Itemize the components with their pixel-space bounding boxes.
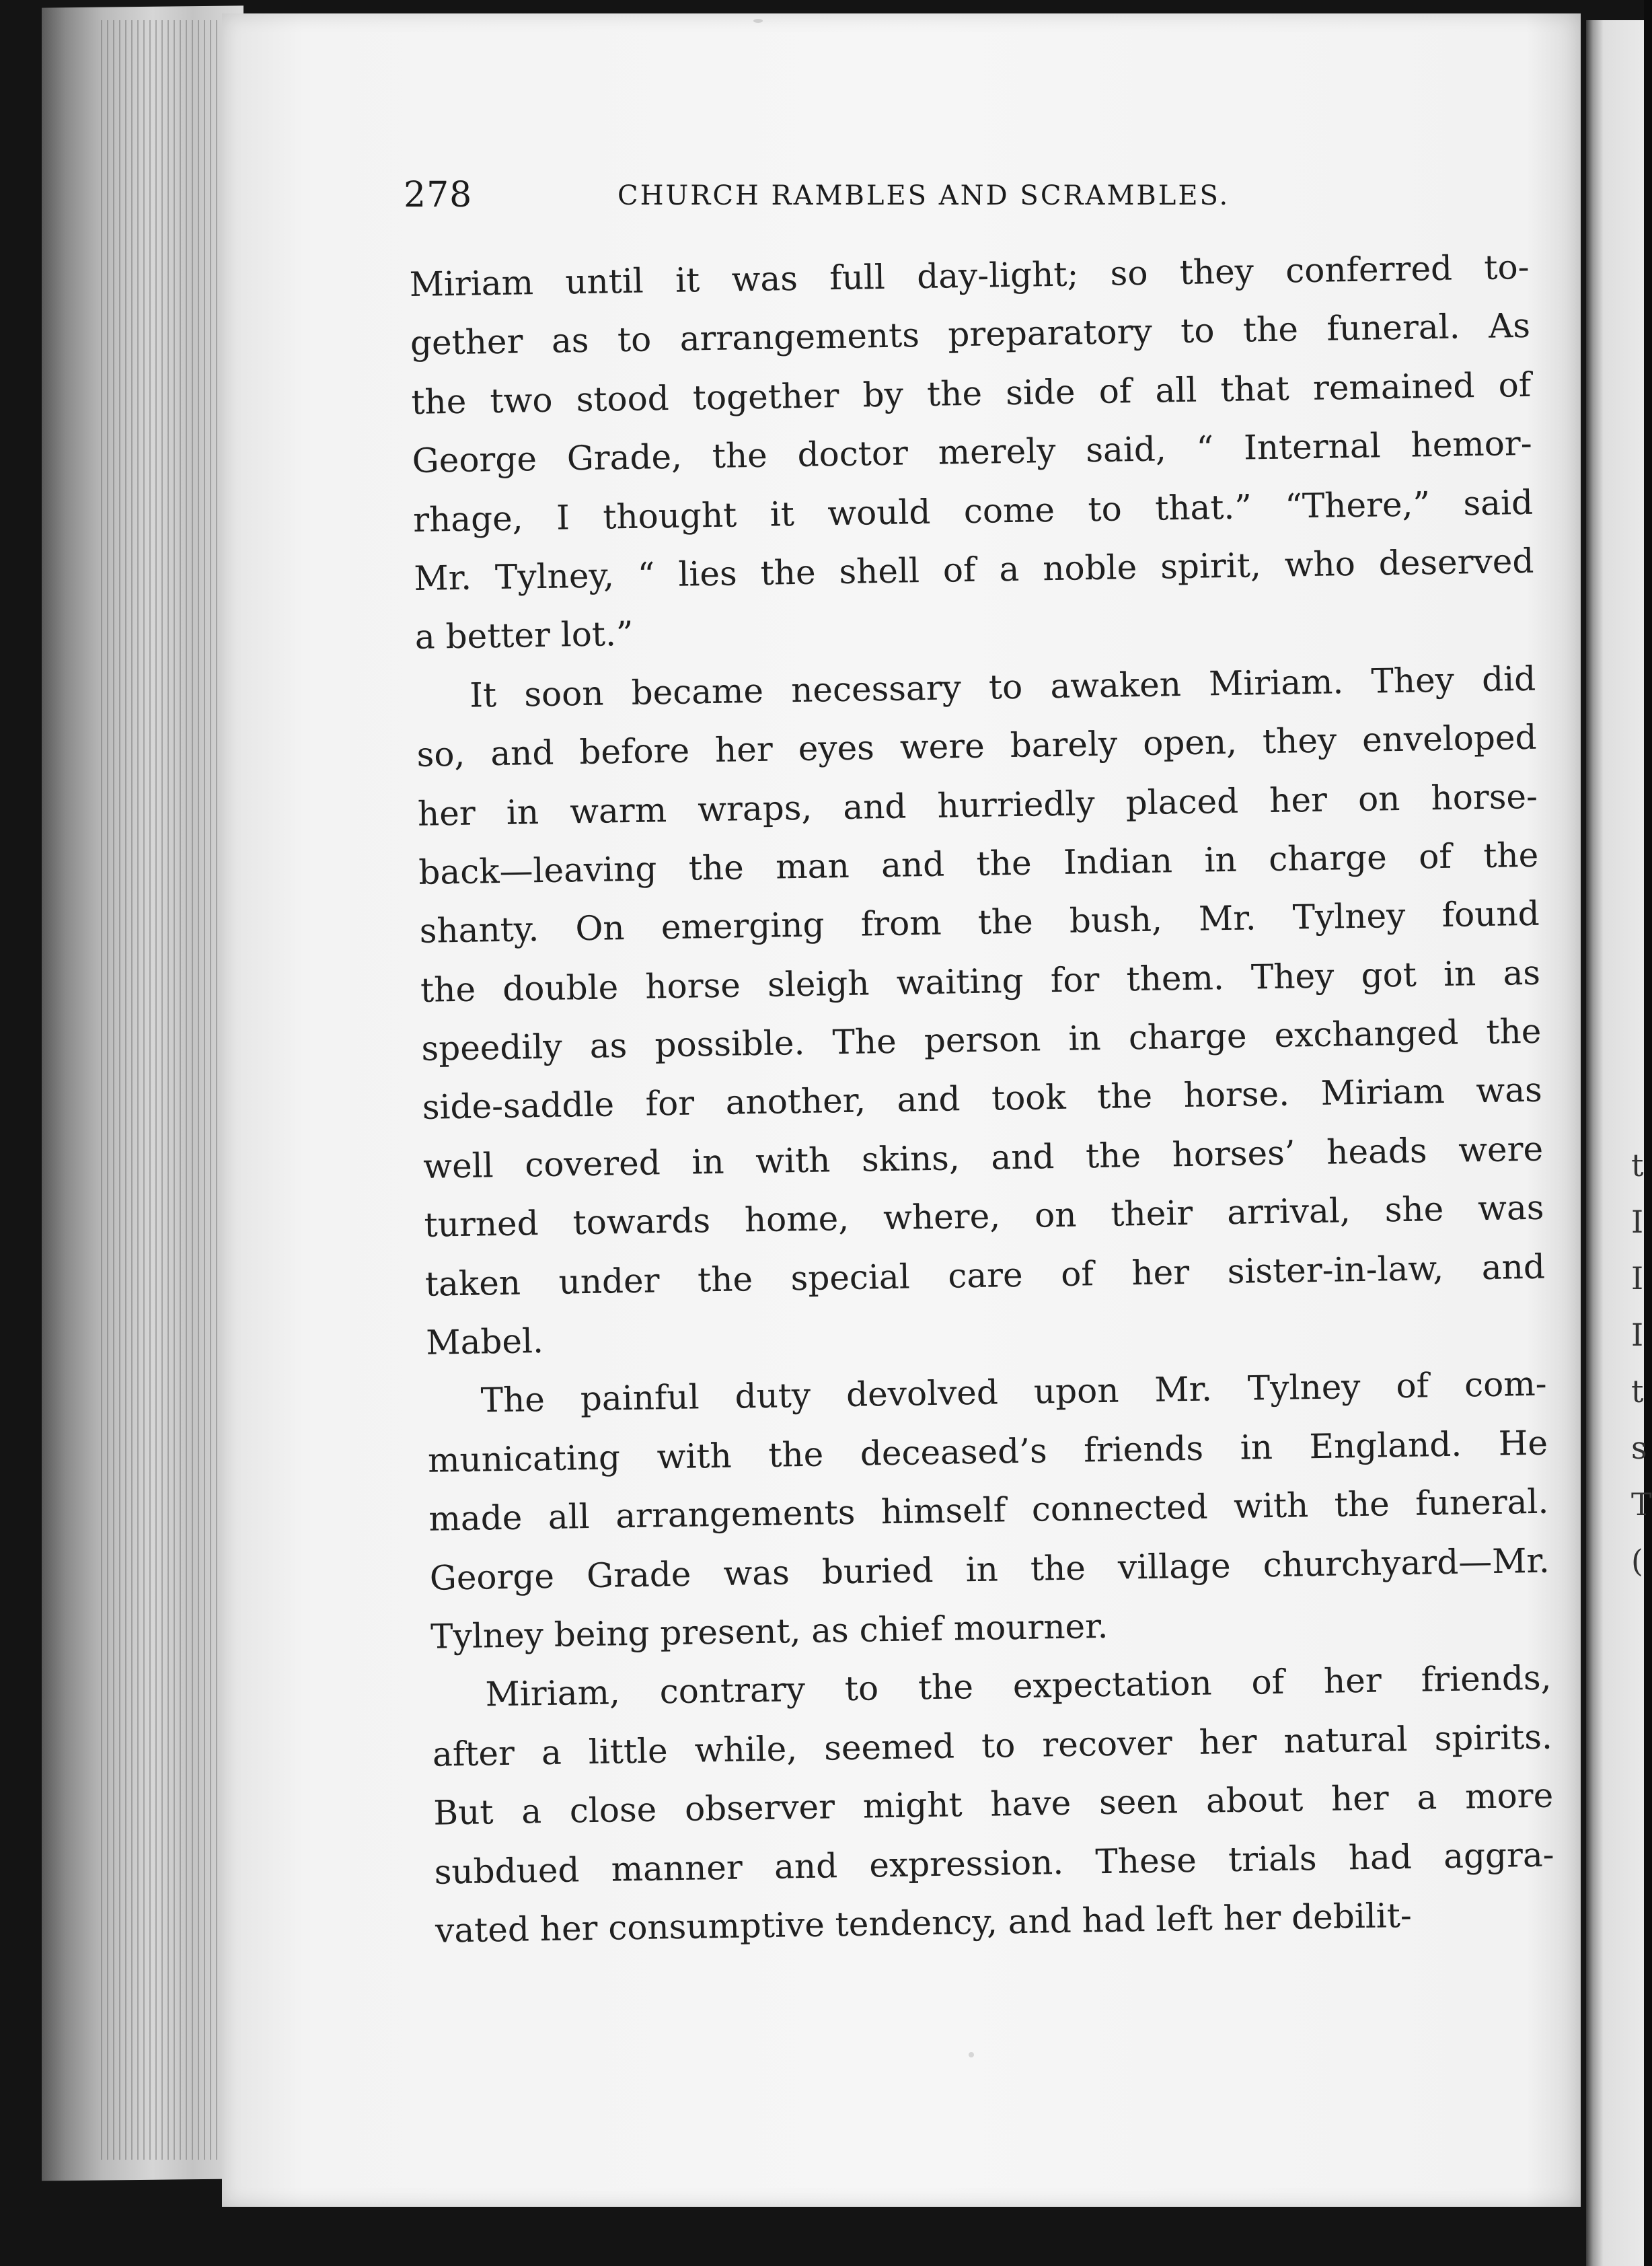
ink-speck [969,2052,974,2057]
running-head [404,175,1547,229]
facing-mark: s [1631,1430,1647,1466]
paragraph [416,650,1546,1373]
paragraph [426,1355,1551,1667]
text-line: side-saddle for another, and took the horse. Miriam was [422,1070,1543,1128]
text-line: shanty. On emerging from the bush, Mr. Tylney found [419,894,1540,951]
text-line: Mabel. [425,1321,544,1362]
facing-mark: I [1631,1204,1644,1240]
facing-mark: T [1631,1486,1652,1523]
text-line: Mr. Tylney, “ lies the shell of a noble spirit, who deserved [414,541,1534,598]
text-line: the two stood together by the side of all that remained of [410,365,1532,422]
body-text [409,238,1556,1961]
facing-mark: ( [1631,1543,1643,1579]
text-line: George Grade, the doctor merely said, “ Internal hemor- [412,423,1533,481]
page-number: 278 [404,175,473,215]
text-line: vated her consumptive tendency, and had left her debilit- [435,1895,1413,1950]
ink-speck [753,19,763,23]
text-line: taken under the special care of her sister-in-law, and [424,1247,1546,1304]
text-line: Miriam until it was full day-light; so they conferred to- [409,247,1530,304]
text-line: Miriam, contrary to the expectation of her friends, [485,1658,1552,1714]
text-line: It soon became necessary to awaken Miriam. They did [469,659,1536,715]
facing-mark: I [1631,1260,1644,1296]
text-line: a better lot.” [414,614,634,657]
text-line: subdued manner and expression. These trials had aggra- [434,1835,1554,1892]
paragraph [409,238,1535,667]
facing-mark: t [1631,1373,1644,1410]
facing-mark: t [1631,1147,1644,1183]
text-line: after a little while, seemed to recover her natural spirits. [432,1717,1553,1774]
text-line: her in warm wraps, and hurriedly placed her on horse- [417,776,1538,834]
text-line: gether as to arrangements preparatory to the funeral. As [410,306,1531,363]
text-line: rhage, I thought it would come to that.” “There,” said [412,482,1534,540]
text-line: speedily as possible. The person in charge exchanged the [421,1011,1542,1068]
running-title: CHURCH RAMBLES AND SCRAMBLES. [617,180,1230,211]
facing-mark: I [1631,1317,1644,1353]
text-line: George Grade was buried in the village churchyard—Mr. [429,1541,1550,1598]
text-line: made all arrangements himself connected with the funeral. [428,1482,1549,1539]
text-line: municating with the deceased’s friends in England. He [427,1423,1548,1480]
text-line: But a close observer might have seen about her a more [433,1776,1554,1833]
text-line: The painful duty devolved upon Mr. Tylney of com- [480,1364,1548,1420]
text-line: well covered in with skins, and the horses’ heads were [422,1129,1544,1186]
text-line: back—leaving the man and the Indian in charge of the [418,835,1539,892]
text-line: the double horse sleigh waiting for them. They got in as [420,953,1541,1010]
text-line: Tylney being present, as chief mourner. [430,1606,1109,1656]
facing-page-letters [1631,1137,1652,1648]
text-line: turned towards home, where, on their arrival, she was [424,1187,1544,1245]
text-line: so, and before her eyes were barely open, they enveloped [416,717,1537,775]
paragraph [431,1649,1556,1961]
